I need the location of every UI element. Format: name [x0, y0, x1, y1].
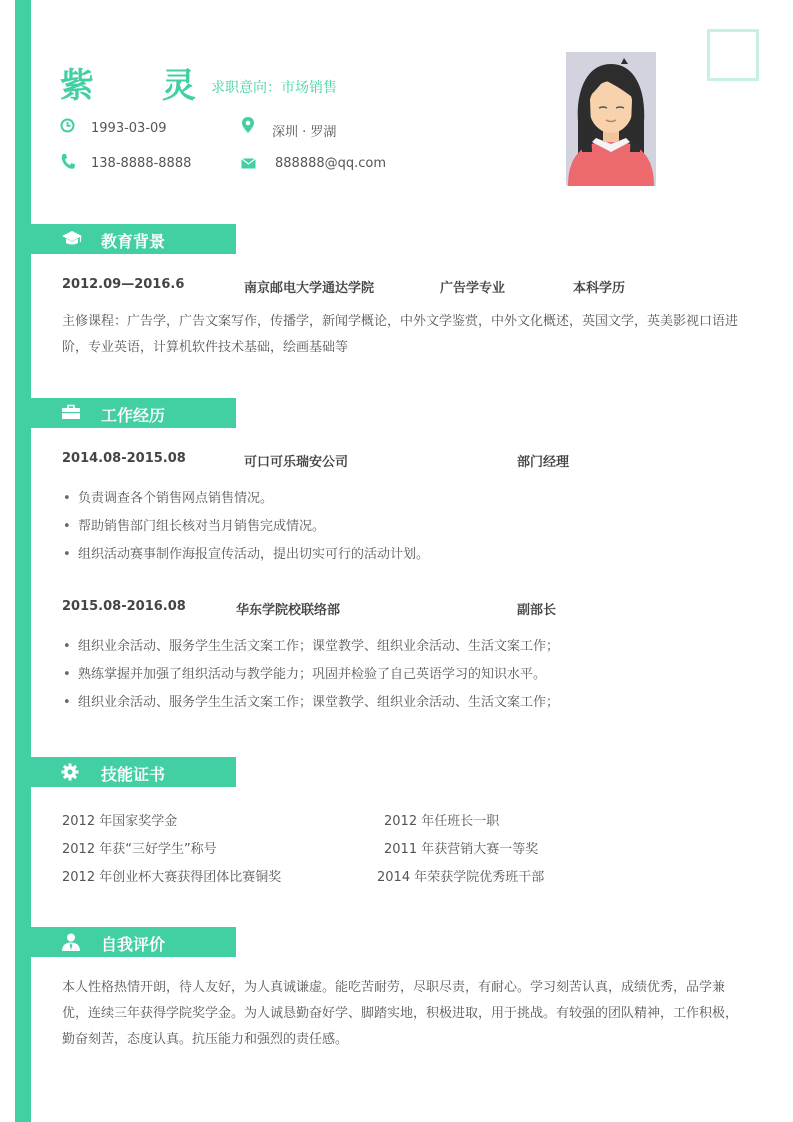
skill-item: 2014 年荣获学院优秀班干部 — [377, 870, 545, 885]
location: 深圳 · 罗湖 — [272, 125, 337, 140]
phone: 138-8888-8888 — [91, 156, 192, 171]
left-accent-bar — [15, 0, 31, 1122]
graduation-cap-icon — [61, 230, 83, 248]
self-evaluation-text: 本人性格热情开朗，待人友好，为人真诚谦虚。能吃苦耐劳，尽职尽责，有耐心。学习刻苦认真，成绩优秀，品学兼优，连续三年获得学院奖学金。为人诚恳勤奋好学、脚踏实地，积极进取，用于挑战。有较强的团队精神，工作积极，勤奋刻苦，态度认真。抗压能力和强烈的责任感。 — [62, 980, 739, 1047]
section-header-skills — [31, 757, 236, 787]
section-title: 工作经历 — [101, 406, 166, 425]
skill-item: 2012 年获“三好学生”称号 — [62, 842, 217, 857]
education-period: 2012.09—2016.6 — [62, 277, 185, 292]
decorative-square — [707, 29, 759, 81]
briefcase-icon — [61, 404, 81, 420]
skill-item: 2012 年国家奖学金 — [62, 814, 178, 829]
skill-item: 2012 年创业杯大赛获得团体比赛铜奖 — [62, 870, 282, 885]
job-intent: 求职意向：市场销售 — [211, 80, 337, 96]
person-icon — [61, 933, 81, 951]
job-period: 2015.08-2016.08 — [62, 599, 186, 614]
section-title: 自我评价 — [101, 935, 166, 954]
section-header-work — [31, 398, 236, 428]
job-duty: • 组织业余活动、服务学生生活文案工作；课堂教学、组织业余活动、生活文案工作； — [63, 691, 559, 710]
job-position: 副部长 — [517, 603, 557, 618]
job-position: 部门经理 — [517, 455, 570, 470]
education-degree: 本科学历 — [573, 281, 626, 296]
section-header-self-evaluation — [31, 927, 236, 957]
gear-icon — [61, 763, 79, 781]
avatar — [566, 52, 656, 186]
section-header-education — [31, 224, 236, 254]
education-major: 广告学专业 — [440, 281, 506, 296]
job-period: 2014.08-2015.08 — [62, 451, 186, 466]
candidate-name: 紫 灵 — [60, 66, 224, 106]
section-title: 技能证书 — [101, 765, 166, 784]
education-school: 南京邮电大学通达学院 — [244, 281, 375, 296]
section-title: 教育背景 — [101, 232, 166, 251]
job-company: 华东学院校联络部 — [236, 603, 341, 618]
job-duty: • 组织活动赛事制作海报宣传活动，提出切实可行的活动计划。 — [63, 543, 429, 562]
birthday: 1993-03-09 — [91, 121, 167, 136]
job-duty: • 负责调查各个销售网点销售情况。 — [63, 487, 273, 506]
location-pin-icon — [241, 116, 255, 134]
job-duty: • 熟练掌握并加强了组织活动与教学能力；巩固并检验了自己英语学习的知识水平。 — [63, 663, 546, 682]
clock-icon — [60, 118, 75, 133]
email: 888888@qq.com — [275, 156, 387, 171]
email-icon — [241, 158, 256, 169]
education-courses: 主修课程：广告学，广告文案写作，传播学，新闻学概论，中外文学鉴赏，中外文化概述，英国文学，英美影视口语进阶，专业英语，计算机软件技术基础，绘画基础等 — [62, 314, 739, 355]
job-company: 可口可乐瑞安公司 — [244, 455, 349, 470]
job-duty: • 帮助销售部门组长核对当月销售完成情况。 — [63, 515, 325, 534]
skill-item: 2011 年获营销大赛一等奖 — [384, 842, 539, 857]
phone-icon — [60, 153, 75, 170]
job-duty: • 组织业余活动、服务学生生活文案工作；课堂教学、组织业余活动、生活文案工作； — [63, 635, 559, 654]
skill-item: 2012 年任班长一职 — [384, 814, 500, 829]
